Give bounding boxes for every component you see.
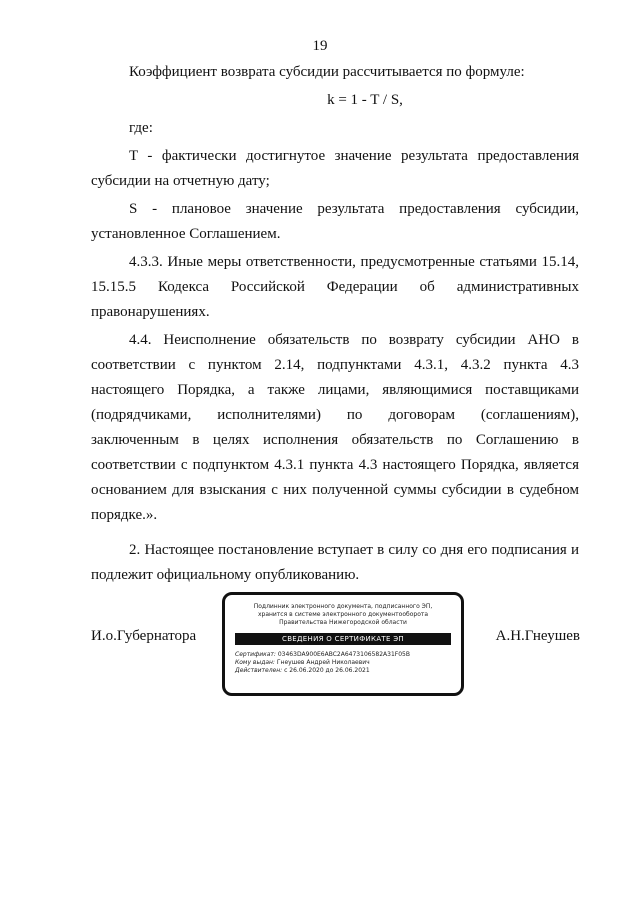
clause-4-4-paragraph: 4.4. Неисполнение обязательств по возврату субсидии АНО в соответствии с пунктом 2.14, подпунктами 4.3.1, 4.3.2 пункта 4.3 настоящего Порядка, а также лицами, являющимися поставщиками (подрядчиками, исполнителями) по договорам (соглашениям), заключенным в целях исполнения обязательств по Соглашению в соответствии с подпунктом 4.3.1 пункта 4.3 настоящего Порядка, является основанием для взыскания с них полученной суммы субсидии в судебном порядке.».: [91, 332, 579, 523]
ep-header-line: хранится в системе электронного документооборота: [257, 611, 429, 618]
ep-valid-value: с 26.06.2020 до 26.06.2021: [284, 667, 370, 674]
clause-4-3-3-paragraph: 4.3.3. Иные меры ответственности, предусмотренные статьями 15.14, 15.15.5 Кодекса Российской Федерации об административных правонарушениях.: [91, 254, 579, 320]
ep-stamp-title: СВЕДЕНИЯ О СЕРТИФИКАТЕ ЭП: [235, 633, 451, 645]
ep-certificate-line: [235, 651, 451, 659]
ep-header-line: Правительства Нижегородской области: [279, 619, 407, 626]
ep-valid-line: [235, 667, 451, 675]
ep-issued-to-line: [235, 659, 451, 667]
signatory-title: И.о.Губернатора: [91, 628, 197, 644]
ep-header-line: Подлинник электронного документа, подписанного ЭП,: [253, 603, 433, 610]
document-body: [91, 60, 579, 588]
clause-2-paragraph: 2. Настоящее постановление вступает в силу со дня его подписания и подлежит официальному опубликованию.: [91, 542, 579, 583]
definition-s-paragraph: S - плановое значение результата предоставления субсидии, установленное Соглашением.: [91, 201, 579, 242]
ep-stamp-header: [225, 603, 461, 627]
ep-issued-to-label: Кому выдан:: [235, 659, 275, 666]
page-number: 19: [312, 38, 328, 54]
electronic-signature-stamp: [222, 592, 464, 696]
ep-certificate-value: 03463DA900E6ABC2A6473106582A31F05B: [277, 651, 410, 658]
ep-issued-to-value: Гнеушев Андрей Николаевич: [276, 659, 370, 666]
definition-t-paragraph: T - фактически достигнутое значение результата предоставления субсидии на отчетную дату;: [91, 148, 579, 189]
ep-certificate-label: Сертификат:: [235, 651, 276, 658]
formula-intro-paragraph: Коэффициент возврата субсидии рассчитывается по формуле:: [129, 64, 525, 80]
ep-stamp-details: [235, 651, 451, 675]
formula: k = 1 - T / S,: [327, 92, 403, 108]
ep-valid-label: Действителен:: [235, 667, 283, 674]
signatory-name: А.Н.Гнеушев: [495, 628, 580, 644]
where-label: где:: [129, 120, 153, 136]
